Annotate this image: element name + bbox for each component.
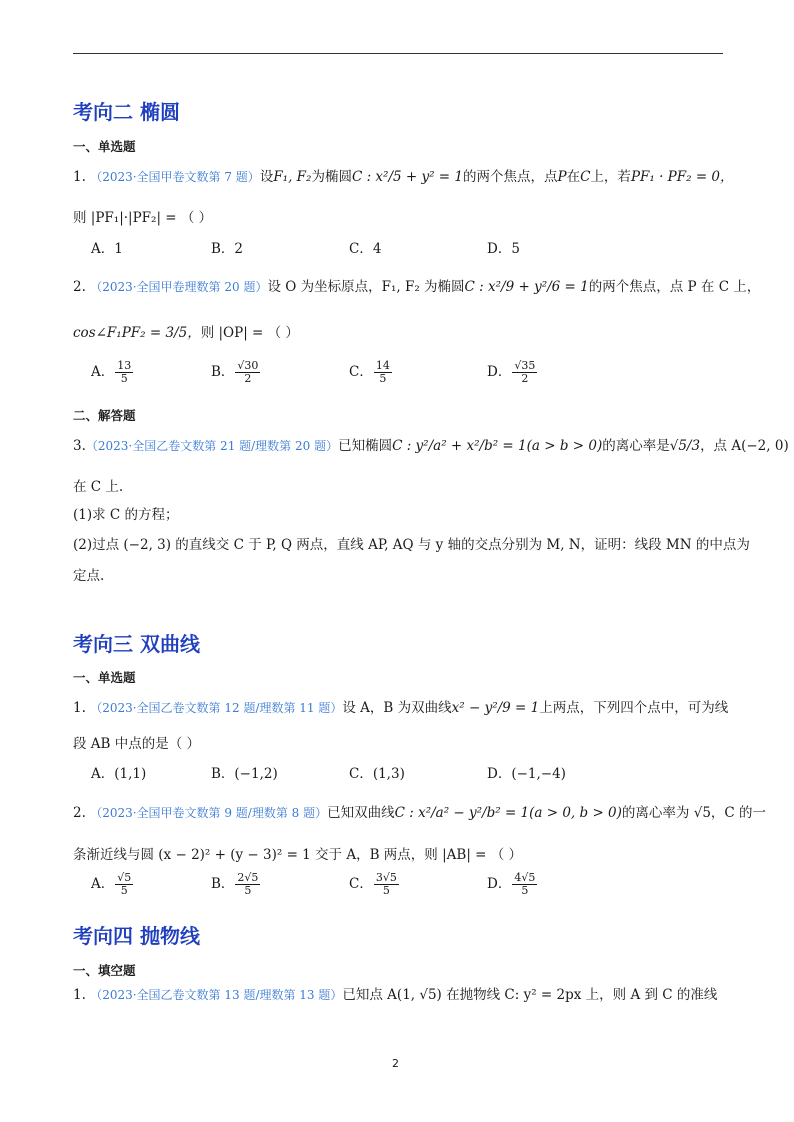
question-source: （2023·全国乙卷文数第 12 题/理数第 11 题）: [90, 701, 343, 715]
page-number: 2: [392, 1057, 399, 1070]
option-fraction: [512, 872, 537, 896]
denominator: 5: [382, 884, 390, 897]
curve-equation: C : x²/a² − y²/b² = 1(a > 0, b > 0): [394, 805, 622, 821]
group-heading-single-choice: 一、单选题: [73, 139, 136, 154]
option-d: D．5: [487, 241, 520, 257]
stem-text: 设: [259, 169, 274, 185]
question-source: （2023·全国乙卷文数第 13 题/理数第 13 题）: [90, 988, 343, 1002]
question-h2-line1: [73, 801, 766, 821]
question-h1-line1: [73, 696, 728, 716]
cos-condition: cos∠F₁PF₂ = 3/5，: [73, 325, 201, 341]
option-c: [349, 872, 400, 897]
group-heading-single-choice: 一、单选题: [73, 670, 136, 685]
stem-math: P: [557, 169, 567, 185]
option-a: A．1: [91, 241, 123, 257]
question-h1-line2: 段 AB 中点的是（ ）: [73, 736, 201, 752]
numerator: 4√5: [514, 871, 536, 885]
question-source: （2023·全国甲卷文数第 7 题）: [90, 170, 260, 184]
denominator: 5: [244, 884, 252, 897]
question-h2-line2: 条渐近线与圆 (x − 2)² + (y − 3)² = 1 交于 A，B 两点，则 |AB| = （ ）: [73, 847, 523, 863]
option-a: A．(1,1): [91, 766, 147, 782]
option-b: [211, 872, 261, 897]
stem-text: 设 O 为坐标原点，F₁, F₂ 为椭圆: [267, 279, 465, 295]
option-fraction: [374, 872, 399, 896]
stem-text: 的离心率是: [602, 438, 670, 454]
curve-equation: C : y²/a² + x²/b² = 1(a > b > 0): [392, 438, 603, 454]
numerator: √30: [237, 359, 259, 373]
numerator: √35: [514, 359, 536, 373]
numerator: √5: [117, 871, 132, 885]
question-3-part2-cont: 定点.: [73, 568, 105, 584]
option-label: B．: [211, 364, 235, 380]
question-number: 2.: [73, 805, 86, 821]
section-title-ellipse: 考向二 椭圆: [73, 100, 180, 124]
curve-equation: C : x²/5 + y² = 1: [351, 169, 463, 185]
question-source: （2023·全国乙卷文数第 21 题/理数第 20 题）: [85, 439, 339, 453]
stem-text: 则 |OP| = （ ）: [200, 325, 299, 341]
option-a: [91, 872, 134, 897]
question-2-line2: [73, 321, 299, 341]
option-c: C．4: [349, 241, 382, 257]
question-source: （2023·全国甲卷文数第 9 题/理数第 8 题）: [90, 806, 328, 820]
section-title-parabola: 考向四 抛物线: [73, 924, 200, 948]
question-1-line2: 则 |PF₁|·|PF₂| = （ ）: [73, 210, 213, 226]
option-a: [91, 360, 134, 385]
option-fraction: [374, 360, 392, 384]
stem-text: 为椭圆: [311, 169, 352, 185]
denominator: 2: [521, 372, 529, 385]
option-d: D．(−1,−4): [487, 766, 566, 782]
denominator: 5: [379, 372, 387, 385]
option-label: A．: [91, 364, 115, 380]
question-1-line1: [73, 165, 734, 185]
option-c: [349, 360, 393, 385]
stem-math: C: [580, 169, 591, 185]
stem-math: F₁, F₂: [273, 169, 312, 185]
question-source: （2023·全国甲卷理数第 20 题）: [90, 280, 268, 294]
stem-text: 的离心率为 √5，C 的一: [621, 805, 767, 821]
stem-text: 设 A，B 为双曲线: [342, 700, 452, 716]
stem-text: 已知双曲线: [327, 805, 395, 821]
curve-equation: C : x²/9 + y²/6 = 1: [464, 279, 589, 295]
numerator: 2√5: [237, 871, 259, 885]
group-heading-fill-blank: 一、填空题: [73, 963, 136, 978]
numerator: 13: [117, 359, 132, 373]
curve-equation: x² − y²/9 = 1: [451, 700, 540, 716]
option-c: C．(1,3): [349, 766, 405, 782]
header-rule: [73, 53, 723, 54]
option-label: D．: [487, 876, 512, 892]
stem-text: 已知椭圆: [338, 438, 393, 454]
group-heading-answer: 二、解答题: [73, 408, 136, 423]
numerator: 3√5: [375, 871, 397, 885]
option-label: D．: [487, 364, 512, 380]
option-b: [211, 360, 261, 385]
option-label: C．: [349, 364, 373, 380]
stem-text: 的两个焦点，点 P 在 C 上，: [588, 279, 761, 295]
question-3-line2: 在 C 上.: [73, 479, 124, 495]
option-b: B．(−1,2): [211, 766, 278, 782]
question-3-line1: [73, 434, 789, 454]
option-fraction: [235, 872, 260, 896]
section-title-hyperbola: 考向三 双曲线: [73, 632, 200, 656]
denominator: 5: [521, 884, 529, 897]
option-d: [487, 872, 538, 897]
question-p1-line1: [73, 983, 717, 1003]
option-label: C．: [349, 876, 373, 892]
stem-text: 的两个焦点，点: [463, 169, 558, 185]
option-d: [487, 360, 538, 385]
question-number: 1.: [73, 700, 86, 716]
vector-condition: PF₁ · PF₂ = 0，: [630, 169, 734, 185]
question-3-part1: (1)求 C 的方程；: [73, 507, 179, 523]
stem-text: 已知点 A(1, √5) 在抛物线 C: y² = 2px 上，则 A 到 C 的准线: [342, 987, 718, 1003]
option-label: B．: [211, 876, 235, 892]
option-fraction: [512, 360, 537, 384]
stem-text: ，点 A(−2, 0): [700, 438, 789, 454]
stem-text: 上两点，下列四个点中，可为线: [539, 700, 729, 716]
denominator: 5: [120, 372, 128, 385]
option-fraction: [115, 872, 133, 896]
option-label: A．: [91, 876, 115, 892]
stem-text: 上，若: [590, 169, 631, 185]
question-3-part2: (2)过点 (−2, 3) 的直线交 C 于 P, Q 两点，直线 AP, AQ 与 y 轴的交点分别为 M, N，证明：线段 MN 的中点为: [73, 537, 750, 553]
denominator: 2: [244, 372, 252, 385]
stem-text: 在: [566, 169, 581, 185]
question-number: 1.: [73, 987, 86, 1003]
option-fraction: [115, 360, 133, 384]
question-number: 3.: [73, 438, 86, 454]
numerator: 14: [375, 359, 390, 373]
option-fraction: [235, 360, 260, 384]
question-2-line1: [73, 275, 760, 295]
denominator: 5: [120, 884, 128, 897]
eccentricity: √5/3: [669, 438, 701, 454]
question-number: 1.: [73, 169, 86, 185]
question-number: 2.: [73, 279, 86, 295]
option-b: B．2: [211, 241, 244, 257]
